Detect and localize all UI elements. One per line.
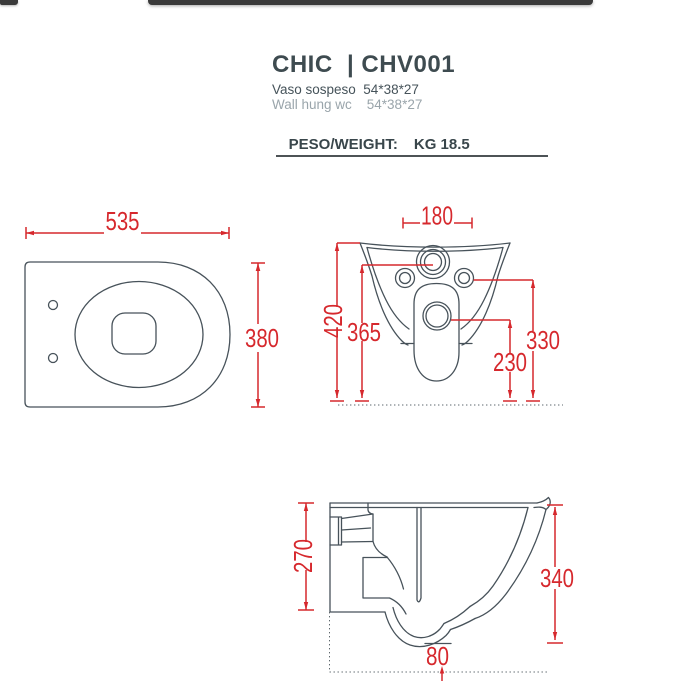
front-outlet-height-dimension <box>451 320 527 401</box>
dim-front-overall-height: 420 <box>318 294 348 338</box>
side-view-drawing <box>290 490 580 690</box>
weight-value: KG 18.5 <box>413 136 470 153</box>
top-edge-bar-center <box>148 0 593 5</box>
plan-view-drawing <box>15 205 290 420</box>
inlet-spud <box>330 517 342 545</box>
dim-plan-width: 535 <box>105 206 140 236</box>
mounting-hole-bottom <box>49 354 58 363</box>
plan-depth-dimension <box>245 263 279 407</box>
dim-side-rear-height: 270 <box>288 529 318 573</box>
inlet-hole-outer <box>417 246 450 279</box>
dim-side-outlet-offset: 80 <box>426 641 449 671</box>
mounting-hole-top <box>49 301 58 310</box>
weight-row <box>272 119 470 170</box>
front-fixing-span-dimension <box>403 201 472 231</box>
dim-plan-depth: 380 <box>245 323 279 353</box>
side-rear-height-dimension <box>288 503 318 610</box>
fixing-hole-right <box>455 269 474 288</box>
product-title: CHIC | CHV001 <box>272 51 456 78</box>
dim-side-front-height: 340 <box>540 563 574 593</box>
outlet-hole-outer <box>423 302 451 330</box>
top-edge-bar-left <box>0 0 18 5</box>
front-outline <box>360 243 510 381</box>
front-inlet-height-dimension <box>347 265 433 401</box>
dim-front-fixing-span: 180 <box>421 200 453 231</box>
dim-front-inlet-height: 365 <box>347 317 381 347</box>
fixing-hole-left <box>396 269 415 288</box>
header-divider <box>276 155 548 157</box>
front-view-drawing <box>320 200 570 420</box>
side-outline <box>330 498 550 647</box>
dim-front-outlet-height: 230 <box>493 347 527 377</box>
front-fixing-height-dimension <box>474 280 561 401</box>
side-outlet-offset-dimension <box>426 641 449 681</box>
dim-front-fixing-height: 330 <box>526 325 560 355</box>
weight-label: PESO/WEIGHT: <box>288 136 398 153</box>
side-front-height-dimension <box>540 505 574 643</box>
plan-width-dimension <box>26 206 229 239</box>
product-subtitle-english: Wall hung wc 54*38*27 <box>272 97 423 112</box>
plan-outline <box>25 262 230 407</box>
product-subtitle-italian: Vaso sospeso 54*38*27 <box>272 82 419 97</box>
